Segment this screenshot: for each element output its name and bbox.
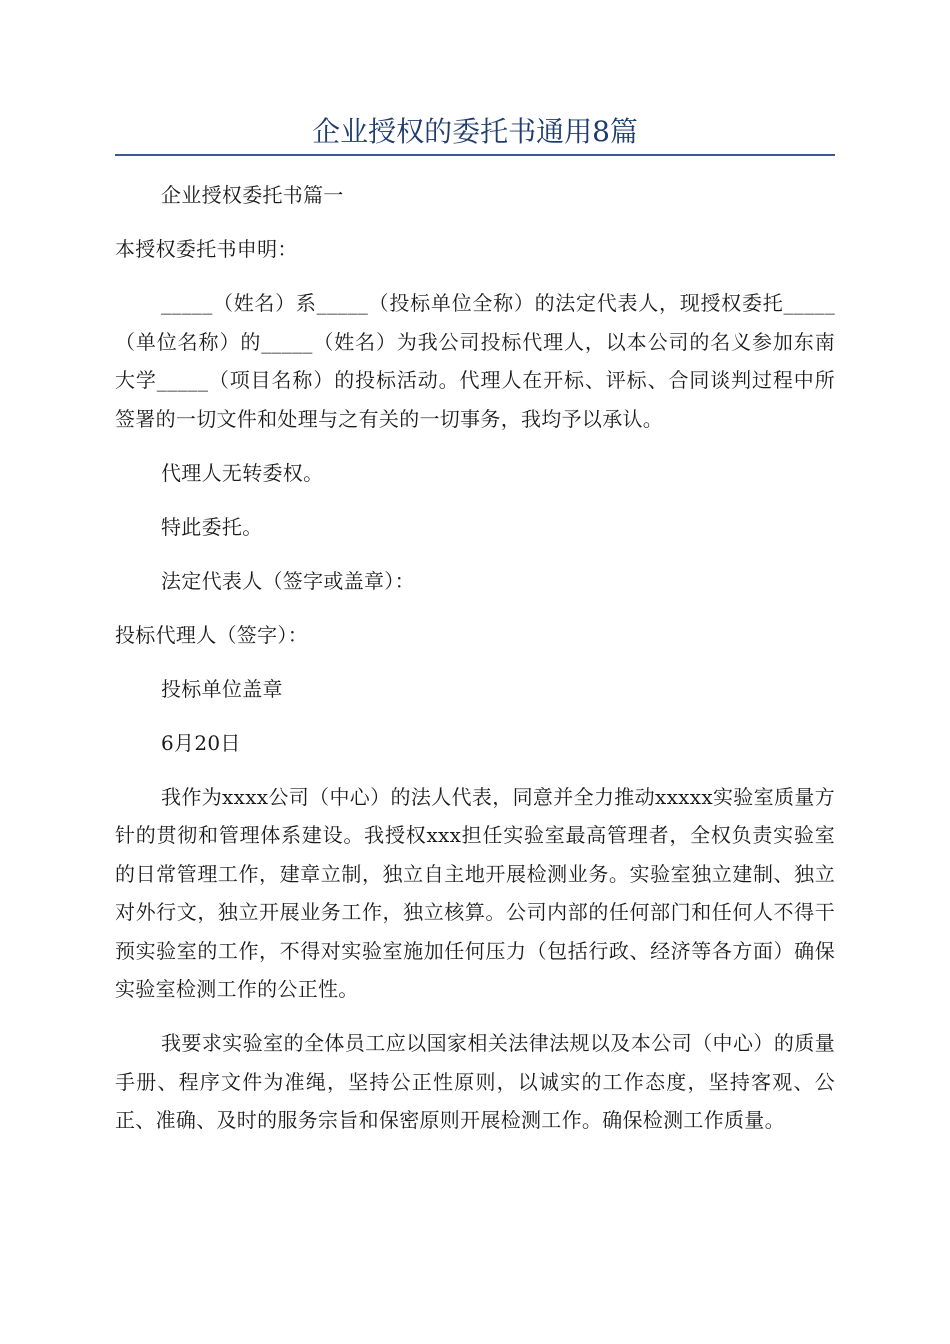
paragraph: 我作为xxxx公司（中心）的法人代表，同意并全力推动xxxxx实验室质量方针的贯彻和管理体系建设。我授权xxx担任实验室最高管理者，全权负责实验室的日常管理工作，建章立制，独立自主地开展检测业务。实验室独立建制、独立对外行文，独立开展业务工作，独立核算。公司内部的任何部门和任何人不得干预实验室的工作，不得对实验室施加任何压力（包括行政、经济等各方面）确保实验室检测工作的公正性。 <box>115 784 835 1001</box>
section-heading: 企业授权委托书篇一 <box>161 183 344 207</box>
paragraph: 特此委托。 <box>161 514 263 539</box>
paragraph: 法定代表人（签字或盖章）： <box>161 568 415 593</box>
paragraph: 我要求实验室的全体员工应以国家相关法律法规以及本公司（中心）的质量手册、程序文件为准绳，坚持公正性原则，以诚实的工作态度，坚持客观、公正、准确、及时的服务宗旨和保密原则开展检测工作。确保检测工作质量。 <box>115 1031 835 1132</box>
paragraph: _____（姓名）系_____（投标单位全称）的法定代表人，现授权委托_____（单位名称）的_____（姓名）为我公司投标代理人，以本公司的名义参加东南大学_____（项目名称）的投标活动。代理人在开标、评标、合同谈判过程中所签署的一切文件和处理与之有关的一切事务，我均予以承认。 <box>115 291 835 431</box>
paragraph: 投标代理人（签字）： <box>115 622 308 647</box>
paragraph: 投标单位盖章 <box>161 676 283 701</box>
date-line: 6月20日 <box>161 730 241 755</box>
title-underline <box>115 154 835 156</box>
paragraph: 本授权委托书申明： <box>115 237 298 261</box>
document-body <box>115 176 835 1140</box>
page-title: 企业授权的委托书通用8篇 <box>312 115 638 148</box>
paragraph: 代理人无转委权。 <box>161 460 324 485</box>
